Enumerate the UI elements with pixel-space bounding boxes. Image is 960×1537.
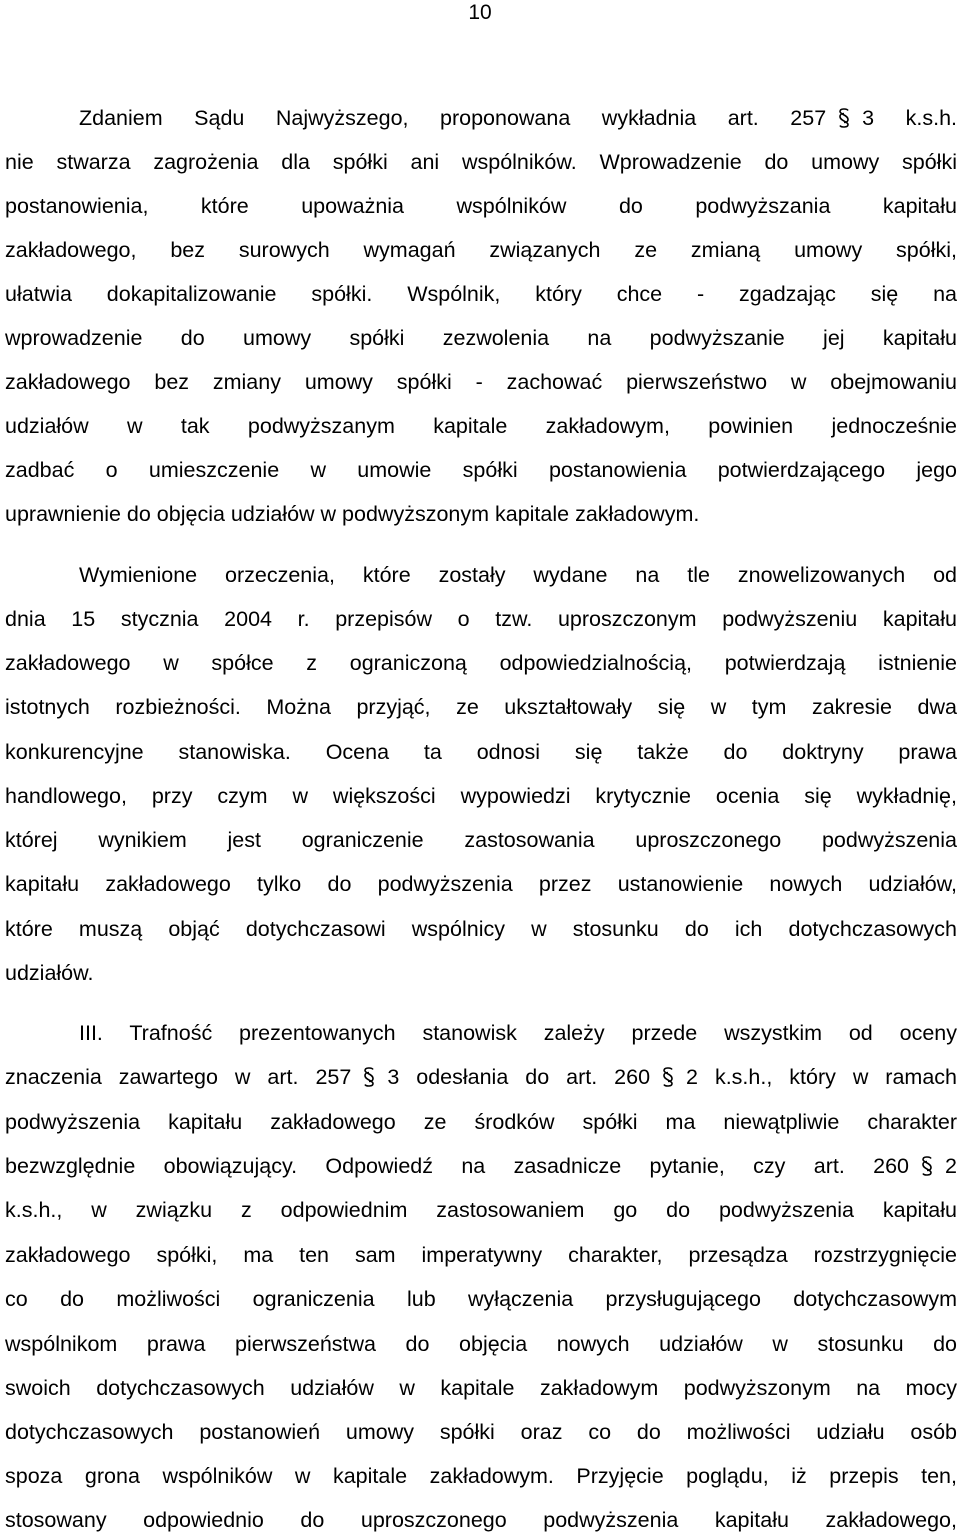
text-line: spoza grona wspólników w kapitale zakładowym. Przyjęcie poglądu, iż przepis ten,: [5, 1464, 957, 1488]
text-line: postanowienia, które upoważnia wspólników do podwyższania kapitału: [5, 194, 957, 218]
text-line: Zdaniem Sądu Najwyższego, proponowana wykładnia art. 257 3 k.s.h.: [79, 106, 957, 130]
text-line: konkurencyjne stanowiska. Ocena ta odnosi się także do doktryny prawa: [5, 740, 957, 764]
text-line: zakładowego w spółce z ograniczoną odpowiedzialnością, potwierdzają istnienie: [5, 651, 957, 675]
text-line: kapitału zakładowego tylko do podwyższenia przez ustanowienie nowych udziałów,: [5, 872, 957, 896]
text-line: istotnych rozbieżności. Można przyjąć, ze ukształtowały się w tym zakresie dwa: [5, 695, 957, 719]
text-line: dotychczasowych postanowień umowy spółki oraz co do możliwości udziału osób: [5, 1420, 957, 1444]
text-line: wspólnikom prawa pierwszeństwa do objęcia nowych udziałów w stosunku do: [5, 1332, 957, 1356]
text-line: znaczenia zawartego w art. 257 3 odesłania do art. 260 2 k.s.h., który w ramach: [5, 1065, 957, 1089]
text-line: które muszą objąć dotychczasowi wspólnicy w stosunku do ich dotychczasowych: [5, 917, 957, 941]
text-line: uprawnienie do objęcia udziałów w podwyższonym kapitale zakładowym.: [5, 502, 700, 526]
text-line: zadbać o umieszczenie w umowie spółki postanowienia potwierdzającego jego: [5, 458, 957, 482]
text-line: k.s.h., w związku z odpowiednim zastosowaniem go do podwyższenia kapitału: [5, 1198, 957, 1222]
text-line: zakładowego, bez surowych wymagań związanych ze zmianą umowy spółki,: [5, 238, 957, 262]
text-line: handlowego, przy czym w większości wypowiedzi krytycznie ocenia się wykładnię,: [5, 784, 957, 808]
text-line: Wymienione orzeczenia, które zostały wydane na tle znowelizowanych od: [79, 563, 957, 587]
section-sign-icon: [837, 107, 851, 129]
section-sign-icon: [920, 1155, 934, 1177]
text-line: swoich dotychczasowych udziałów w kapitale zakładowym podwyższonym na mocy: [5, 1376, 957, 1400]
text-line: III. Trafność prezentowanych stanowisk zależy przede wszystkim od oceny: [79, 1021, 957, 1045]
text-line: podwyższenia kapitału zakładowego ze środków spółki ma niewątpliwie charakter: [5, 1110, 957, 1134]
text-line: co do możliwości ograniczenia lub wyłączenia przysługującego dotychczasowym: [5, 1287, 957, 1311]
text-line: zakładowego bez zmiany umowy spółki - zachować pierwszeństwo w obejmowaniu: [5, 370, 957, 394]
text-line: ułatwia dokapitalizowanie spółki. Wspólnik, który chce - zgadzając się na: [5, 282, 957, 306]
text-line: nie stwarza zagrożenia dla spółki ani wspólników. Wprowadzenie do umowy spółki: [5, 150, 957, 174]
text-line: bezwzględnie obowiązujący. Odpowiedź na zasadnicze pytanie, czy art. 260 2: [5, 1154, 957, 1178]
text-line: zakładowego spółki, ma ten sam imperatywny charakter, przesądza rozstrzygnięcie: [5, 1243, 957, 1267]
text-line: stosowany odpowiednio do uproszczonego podwyższenia kapitału zakładowego,: [5, 1508, 957, 1532]
page-number: 10: [468, 1, 492, 24]
text-line: udziałów.: [5, 961, 94, 985]
text-line: dnia 15 stycznia 2004 r. przepisów o tzw. uproszczonym podwyższeniu kapitału: [5, 607, 957, 631]
text-line: której wynikiem jest ograniczenie zastosowania uproszczonego podwyższenia: [5, 828, 957, 852]
section-sign-icon: [661, 1066, 675, 1088]
text-line: wprowadzenie do umowy spółki zezwolenia na podwyższanie jej kapitału: [5, 326, 957, 350]
section-sign-icon: [362, 1066, 376, 1088]
text-line: udziałów w tak podwyższanym kapitale zakładowym, powinien jednocześnie: [5, 414, 957, 438]
